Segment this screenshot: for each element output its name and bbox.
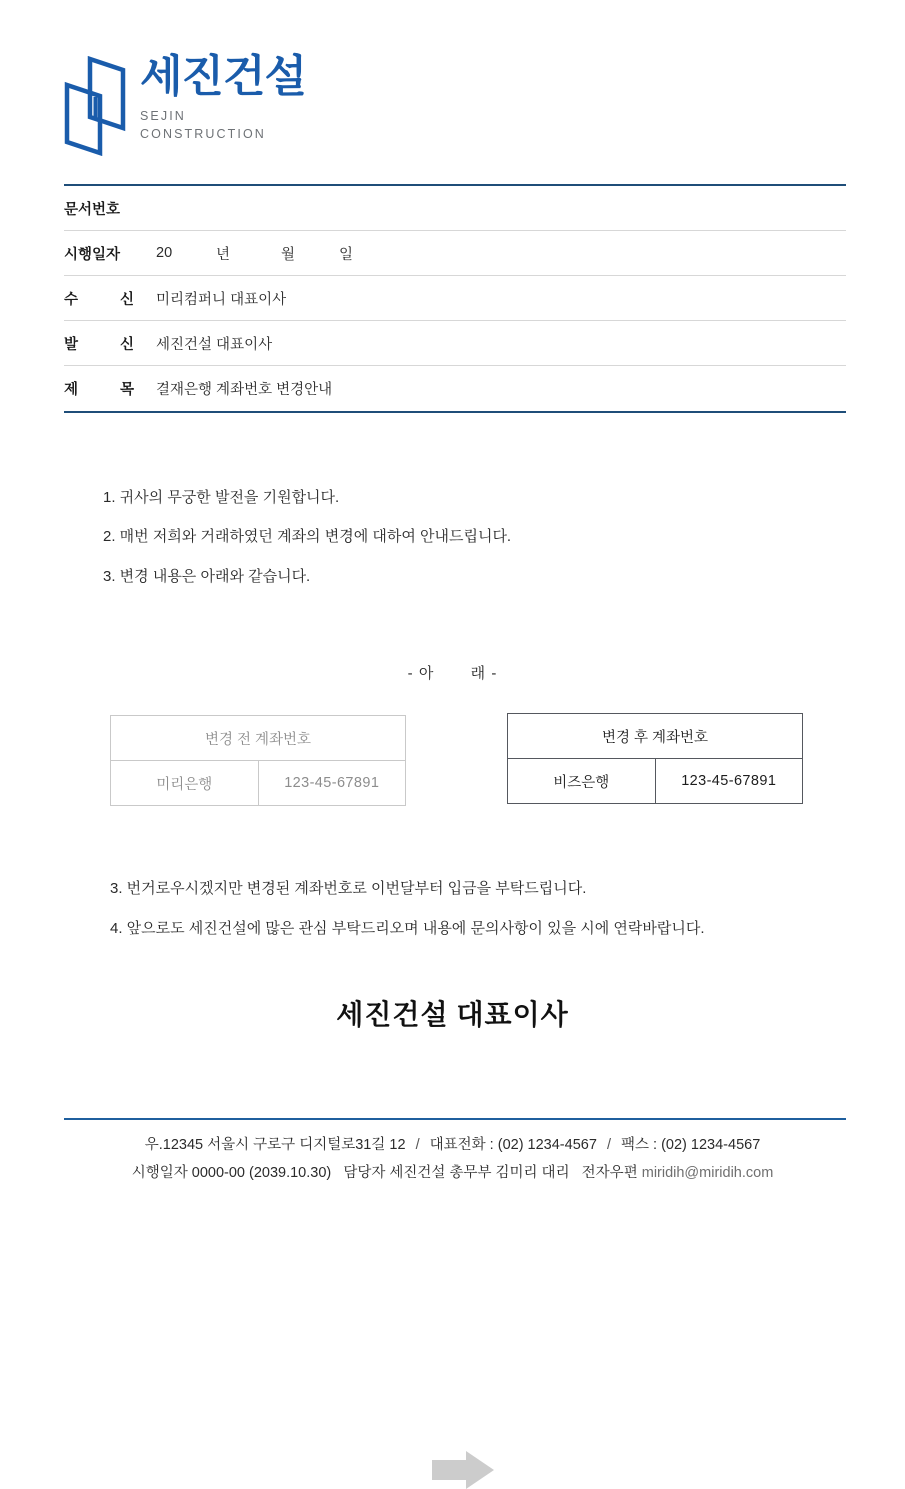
body-item-5: 4. 앞으로도 세진건설에 많은 관심 부탁드리오며 내용에 문의사항이 있을 시에 연락바랍니다.: [110, 920, 705, 938]
company-logo: [64, 52, 306, 156]
footer-address: 우.12345 서울시 구로구 디지털로31길 12: [144, 1137, 406, 1153]
logo-brand-english-line2: CONSTRUCTION: [140, 127, 266, 142]
header-value-recipient[interactable]: 미리컴퍼니 대표이사: [156, 291, 287, 308]
footer-line-contact: [0, 1131, 905, 1159]
footer-sep-1: /: [415, 1137, 420, 1153]
document-header-table: [64, 184, 846, 413]
logo-brand-english-line1: SEJIN: [140, 109, 186, 124]
account-before-number: 123-45-67891: [258, 761, 406, 806]
body-list-bottom: [110, 877, 840, 958]
change-arrow-icon: [432, 1451, 494, 1489]
footer-email-value[interactable]: miridih@miridih.com: [641, 1165, 774, 1182]
header-label-recipient: [64, 288, 156, 309]
sejin-overlapping-frames-mark: [64, 56, 126, 156]
table-row: [111, 761, 406, 806]
header-label-sender-char2: 신: [119, 336, 134, 353]
account-after-bank: 비즈은행: [508, 759, 656, 804]
header-row-subject: [64, 366, 846, 411]
header-label-subject: [64, 378, 156, 399]
arae-divider: [0, 662, 905, 683]
footer-divider: [64, 1118, 846, 1120]
body-item-1: 1. 귀사의 무궁한 발전을 기원합니다.: [103, 489, 340, 506]
account-before-title: 변경 전 계좌번호: [111, 716, 406, 761]
table-row: [508, 714, 803, 759]
header-label-date: 시행일자: [64, 246, 121, 263]
arae-right: 래 -: [470, 665, 498, 682]
header-value-subject[interactable]: 결재은행 계좌번호 변경안내: [156, 382, 333, 398]
header-value-sender[interactable]: 세진건설 대표이사: [156, 336, 273, 353]
footer-sep-2: /: [606, 1137, 611, 1153]
header-label-doc-number: 문서번호: [64, 201, 121, 218]
footer-date-label: 시행일자: [131, 1165, 188, 1182]
header-label-sender-char1: 발: [64, 336, 79, 353]
header-label-sender: [64, 333, 156, 354]
account-after-number: 123-45-67891: [655, 759, 803, 804]
body-item-4: 3. 번거로우시겠지만 변경된 계좌번호로 이번달부터 입금을 부탁드립니다.: [110, 880, 587, 897]
logo-brand-korean: 세진건설: [140, 52, 307, 101]
logo-text-block: [140, 52, 306, 143]
account-before-bank: 미리은행: [111, 761, 259, 806]
footer-fax: 팩스 : (02) 1234-4567: [621, 1137, 761, 1153]
body-item-3: 3. 변경 내용은 아래와 같습니다.: [103, 567, 311, 585]
signature-line: 세진건설 대표이사: [336, 1000, 569, 1031]
date-day-unit: 일: [339, 246, 354, 263]
header-label-recipient-char2: 신: [119, 291, 134, 308]
logo-brand-english: [140, 107, 306, 143]
header-value-date[interactable]: [156, 243, 353, 264]
account-table-after: [507, 713, 803, 804]
arae-left: - 아: [407, 665, 435, 682]
footer-date-value: 0000-00 (2039.10.30): [191, 1165, 332, 1182]
date-year-prefix: 20: [156, 245, 173, 261]
header-row-doc-number: [64, 186, 846, 231]
header-label-subject-char2: 목: [119, 382, 134, 398]
date-month-unit: 월: [281, 246, 296, 263]
account-after-title: 변경 후 계좌번호: [508, 714, 803, 759]
header-label-subject-char1: 제: [64, 382, 79, 398]
header-row-recipient: [64, 276, 846, 321]
body-list-top: [103, 486, 823, 604]
account-comparison-area: [0, 713, 905, 813]
table-row: [111, 716, 406, 761]
footer-owner-label: 담당자: [343, 1165, 386, 1182]
document-footer: [0, 1131, 905, 1188]
table-row: [508, 759, 803, 804]
footer-line-meta: [0, 1159, 905, 1187]
header-label-recipient-char1: 수: [64, 291, 79, 308]
date-year-unit: 년: [216, 246, 231, 263]
footer-email-label: 전자우편: [581, 1165, 638, 1182]
header-row-sender: [64, 321, 846, 366]
footer-phone: 대표전화 : (02) 1234-4567: [429, 1137, 597, 1153]
account-table-before: [110, 715, 406, 806]
body-item-2: 2. 매번 저희와 거래하였던 계좌의 변경에 대하여 안내드립니다.: [103, 528, 512, 546]
header-row-date: [64, 231, 846, 276]
footer-owner-value: 세진건설 총무부 김미리 대리: [389, 1165, 570, 1182]
